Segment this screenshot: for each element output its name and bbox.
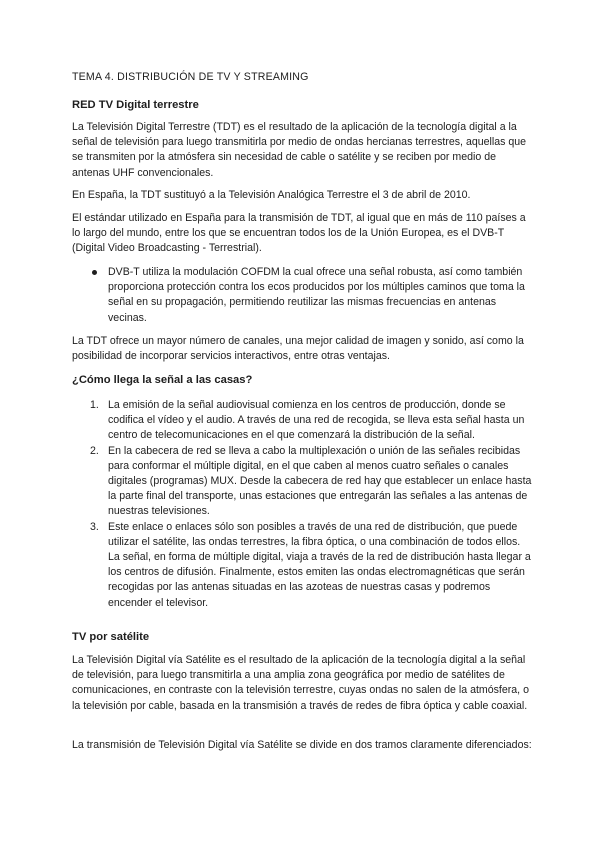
list-number: 3.: [90, 520, 99, 533]
document-title: TEMA 4. DISTRIBUCIÓN DE TV Y STREAMING: [72, 71, 309, 83]
bullet-marker: [92, 270, 97, 275]
list-item: [72, 398, 534, 444]
list-item: [72, 520, 534, 611]
tdt-paragraph-1: La Televisión Digital Terrestre (TDT) es el resultado de la aplicación de la tecnología digital a la señal de televisión para luego transmitirla por medio de ondas hercianas terrestres, aquellas que se transmiten por la atmósfera sin necesidad de cable o satélite y se reciben por medio de antenas UHF convencionales.: [72, 121, 527, 179]
heading-tdt: RED TV Digital terrestre: [72, 99, 199, 111]
bullet-text: DVB-T utiliza la modulación COFDM la cual ofrece una señal robusta, así como también proporciona protección contra los ecos producidos por los múltiples caminos que toma la señal en su propagación, permitiendo reutilizar las mismas frecuencias en antenas vecinas.: [108, 266, 525, 324]
list-number: 1.: [90, 399, 99, 411]
list-text: En la cabecera de red se lleva a cabo la multiplexación o unión de las señales recibidas para conformar el múltiple digital, en el que caben al menos cuatro señales o canales digitales (programas) MUX. Desde la cabecera de red hay que establecer un enlace hasta la parte final del transporte, unas estaciones que entregarán las señales a las antenas de nuestras televisiones.: [108, 444, 532, 518]
list-number: 2.: [90, 444, 99, 457]
senal-numbered-list: [72, 398, 534, 611]
list-text: La emisión de la señal audiovisual comienza en los centros de producción, donde se codifica el vídeo y el audio. A través de una red de recogida, se lleva esta señal hasta un centro de telecomunicaciones en el que comenzará la distribución de la señal.: [108, 399, 525, 442]
satelite-paragraph-2: La transmisión de Televisión Digital vía Satélite se divide en dos tramos claramente diferenciados:: [72, 739, 532, 751]
bullet-item: [72, 265, 534, 326]
satelite-paragraph-1: La Televisión Digital vía Satélite es el resultado de la aplicación de la tecnología digital a la señal de televisión, para luego transmitirla a una amplia zona geográfica por medio de satélites de comunicaciones, en contraste con la televisión terrestre, cuyas ondas no salen de la atmósfera, o la televisión por cable, basada en la transmisión a través de redes de fibra óptica y cable coaxial.: [72, 654, 529, 712]
list-text: Este enlace o enlaces sólo son posibles a través de una red de distribución, que puede utilizar el satélite, las ondas terrestres, la fibra óptica, o una combinación de todos ellos. La señal, en forma de múltiple digital, viaja a través de la red de distribución hasta llegar a los centros de difusión. Finalmente, estos emiten las ondas electromagnéticas que serán recogidas por las antenas situadas en las azoteas de nuestras casas y podremos encender el televisor.: [108, 520, 531, 609]
tdt-paragraph-4: La TDT ofrece un mayor número de canales, una mejor calidad de imagen y sonido, así como la posibilidad de incorporar servicios interactivos, entre otras ventajas.: [72, 335, 524, 363]
heading-satelite: TV por satélite: [72, 631, 150, 643]
list-item: [72, 444, 534, 520]
heading-senal: ¿Cómo llega la señal a las casas?: [72, 374, 253, 386]
tdt-paragraph-3: El estándar utilizado en España para la transmisión de TDT, al igual que en más de 110 países a lo largo del mundo, entre los que se encuentran todos los de la Unión Europea, es el DVB-T (Digital Video Broadcasting - Terrestrial).: [72, 212, 526, 255]
tdt-bullet-list: [72, 265, 534, 326]
tdt-paragraph-2: En España, la TDT sustituyó a la Televisión Analógica Terrestre el 3 de abril de 2010.: [72, 189, 471, 201]
